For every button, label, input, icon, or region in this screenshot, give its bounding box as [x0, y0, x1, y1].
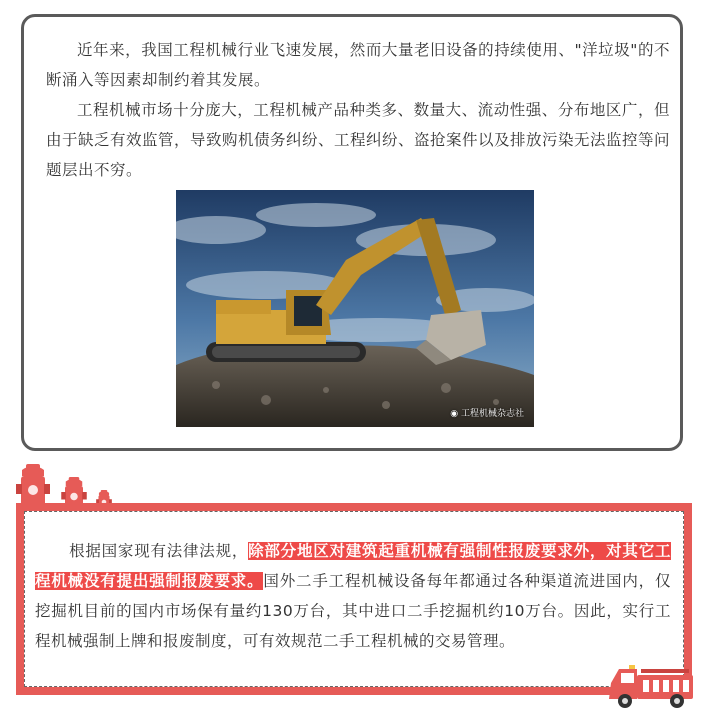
excavator-photo [176, 190, 534, 427]
regulation-card-inner [24, 511, 684, 687]
regulation-card [16, 503, 692, 695]
paragraph-market: 工程机械市场十分庞大，工程机械产品种类多、数量大、流动性强、分布地区广，但由于缺乏有效监管，导致购机债务纠纷、工程纠纷、盗抢案件以及排放污染无法监控等问题层出不穷。 [46, 101, 671, 179]
intro-card [21, 14, 683, 451]
paragraph-regulation [35, 536, 671, 656]
regulation-highlight: 除部分地区对建筑起重机械有强制性报废要求外，对其它工程机械没有提出强制报废要求。 [35, 542, 671, 590]
watermark: ◉ 工程机械杂志社 [450, 409, 524, 419]
excavator-illustration [176, 190, 534, 427]
fire-truck-icon [607, 665, 695, 711]
paragraph-intro: 近年来，我国工程机械行业飞速发展，然而大量老旧设备的持续使用、"洋垃圾"的不断涌入等因素却制约着其发展。 [46, 41, 670, 89]
regulation-lead: 根据国家现有法律法规， [69, 542, 249, 560]
regulation-rest: 国外二手工程机械设备每年都通过各种渠道流进国内，仅挖掘机目前的国内市场保有量约130万台，其中进口二手挖掘机约10万台。因此，实行工程机械强制上牌和报废制度，可有效规范二手工程机械的交易管理。 [35, 572, 671, 650]
wechat-icon: ◉ [450, 409, 461, 419]
